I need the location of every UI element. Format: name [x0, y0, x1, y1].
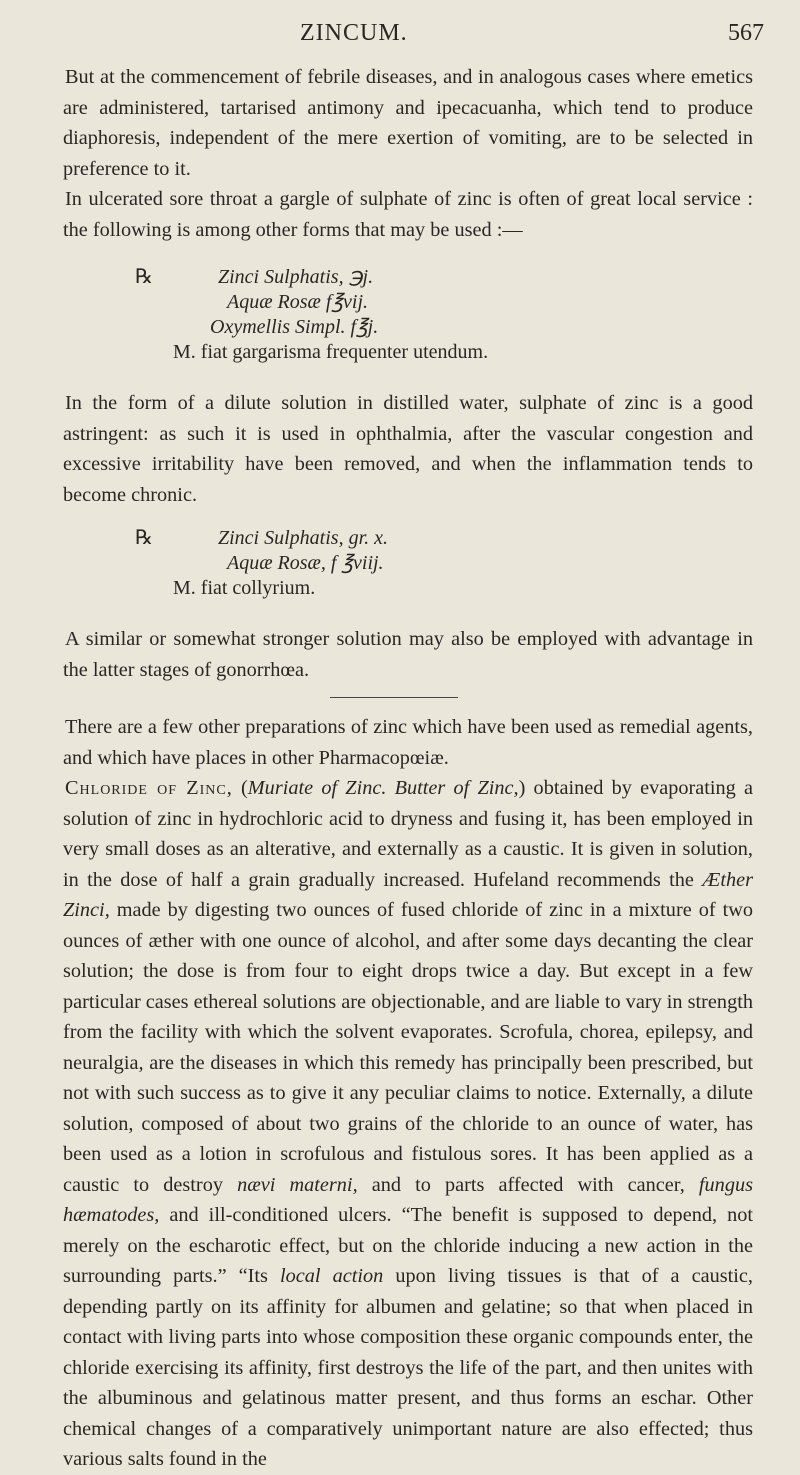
paragraph-chloride-of-zinc: Chloride of Zinc, (Muriate of Zinc. Butter of Zinc,) obtained by evaporating a solution of zinc in hydrochloric acid to dryness and fusing it, has been employed in very small doses as an alterative, and externally as a caustic. It is given in solution, in the dose of half a grain gradually increased. Hufeland recommends the Æther Zinci, made by digesting two ounces of fused chloride of zinc in a mixture of two ounces of æther with one ounce of alcohol, and after some days decanting the clear solution; the dose is from four to eight drops twice a day. But except in a few particular cases ethereal solutions are objectionable, and are liable to vary in strength from the facility with which the solvent evaporates. Scrofula, chorea, epilepsy, and neuralgia, are the diseases in which this remedy has principally been prescribed, but not with such success as to give it any peculiar claims to notice. Externally, a dilute solution, composed of about two grains of the chloride to an ounce of water, has been used as a lotion in scrofulous and fistulous sores. It has been applied as a caustic to destroy nævi materni, and to parts affected with cancer, fungus hæmatodes, and ill-conditioned ulcers. “The benefit is supposed to depend, not merely on the escharotic effect, but on the chloride inducing a new action in the surrounding parts.” “Its local action upon living tissues is that of a caustic, depending partly on its affinity for albumen and gelatine; so that when placed in contact with living parts into whose composition these organic compounds enter, the chloride exercising its affinity, first destroys the life of the part, and then unites with the albuminous and gelatinous matter present, and thus forms an eschar. Other chemical changes of a comparatively unimportant nature are also effected; thus various salts found in the [63, 777, 753, 1470]
recipe-symbol: ℞ [135, 266, 153, 288]
prescription-line: Aquæ Rosæ, f ℥viij. [227, 552, 384, 574]
running-head: ZINCUM. [300, 20, 408, 46]
prescription-line: ℞ Zinci Sulphatis, gr. x. [135, 527, 389, 549]
prescription-line: M. fiat collyrium. [173, 577, 316, 599]
prescription-line: Aquæ Rosæ f℥vij. [227, 291, 368, 313]
page-body [63, 62, 753, 1475]
paragraph-dilute-solution: In the form of a dilute solution in distilled water, sulphate of zinc is a good astringent: as such it is used in ophthalmia, after the vascular congestion and excessive irritability have been removed, and when the inflammation tends to become chronic. [63, 392, 753, 506]
paragraph-other-preparations: There are a few other preparations of zinc which have been used as remedial agents, and which have places in other Pharmacopœiæ. [63, 716, 753, 769]
page-header [0, 20, 800, 50]
paragraph-gonorrhoea: A similar or somewhat stronger solution may also be employed with advantage in the latter stages of gonorrhœa. [63, 628, 753, 681]
paragraph-emetics: But at the commencement of febrile diseases, and in analogous cases where emetics are administered, tartarised antimony and ipecacuanha, which tend to produce diaphoresis, independent of the mere exertion of vomiting, are to be selected in preference to it. [63, 66, 753, 180]
chloride-heading: Chloride of Zinc, [65, 777, 233, 799]
section-divider [330, 697, 458, 698]
prescription-line: Oxymellis Simpl. f℥j. [210, 316, 379, 338]
page-number: 567 [728, 20, 764, 46]
prescription-line: ℞ Zinci Sulphatis, ℈j. [135, 266, 374, 288]
prescription-gargle [135, 265, 753, 365]
recipe-symbol: ℞ [135, 527, 153, 549]
prescription-collyrium [135, 526, 753, 601]
prescription-line: M. fiat gargarisma frequenter utendum. [173, 341, 489, 363]
paragraph-sore-throat: In ulcerated sore throat a gargle of sulphate of zinc is often of great local service : the following is among other forms that may be used :— [63, 188, 753, 241]
